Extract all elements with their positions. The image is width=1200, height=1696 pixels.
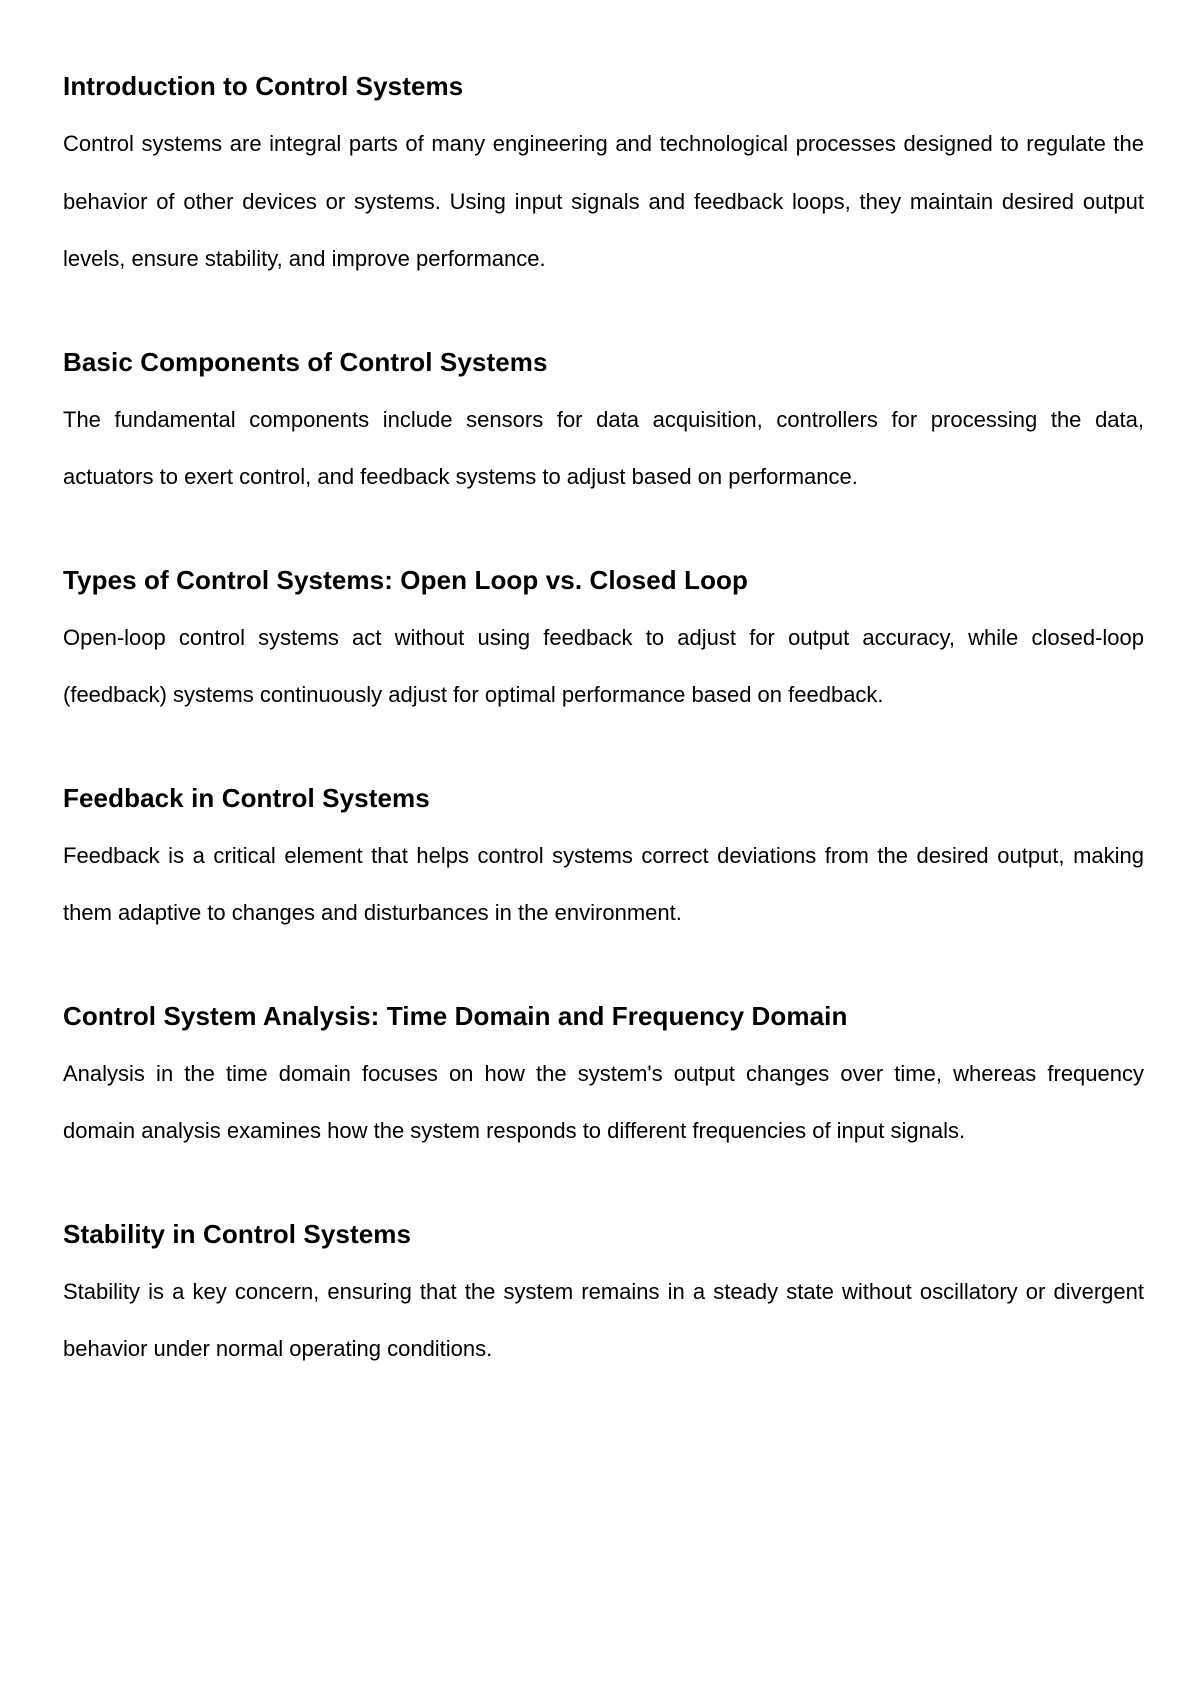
section-heading: Stability in Control Systems [63,1218,412,1249]
section-heading: Basic Components of Control Systems [63,346,548,377]
section-paragraph: Control systems are integral parts of many engineering and technological processes designed to regulate the behavior of other devices or systems. Using input signals and feedback loops, they maintain desired output levels, ensure stability, and improve performance. [63,131,1144,271]
section-paragraph: Analysis in the time domain focuses on how the system's output changes over time, whereas frequency domain analysis examines how the system responds to different frequencies of input signals. [63,1060,1144,1143]
section-stability [63,1214,1144,1378]
section-types [63,560,1144,724]
section-analysis [63,996,1144,1160]
section-introduction [63,66,1144,288]
section-heading: Types of Control Systems: Open Loop vs. Closed Loop [63,564,749,595]
section-paragraph: Open-loop control systems act without using feedback to adjust for output accuracy, while closed-loop (feedback) systems continuously adjust for optimal performance based on feedback. [63,624,1144,707]
section-basic-components [63,342,1144,506]
section-heading: Feedback in Control Systems [63,782,430,813]
section-feedback [63,778,1144,942]
section-paragraph: The fundamental components include sensors for data acquisition, controllers for processing the data, actuators to exert control, and feedback systems to adjust based on performance. [63,406,1144,489]
section-heading: Introduction to Control Systems [63,71,464,101]
document-page [63,66,1144,1432]
section-paragraph: Stability is a key concern, ensuring that the system remains in a steady state without oscillatory or divergent behavior under normal operating conditions. [63,1278,1144,1361]
section-heading: Control System Analysis: Time Domain and Frequency Domain [63,1000,848,1031]
section-paragraph: Feedback is a critical element that helps control systems correct deviations from the desired output, making them adaptive to changes and disturbances in the environment. [63,842,1144,925]
